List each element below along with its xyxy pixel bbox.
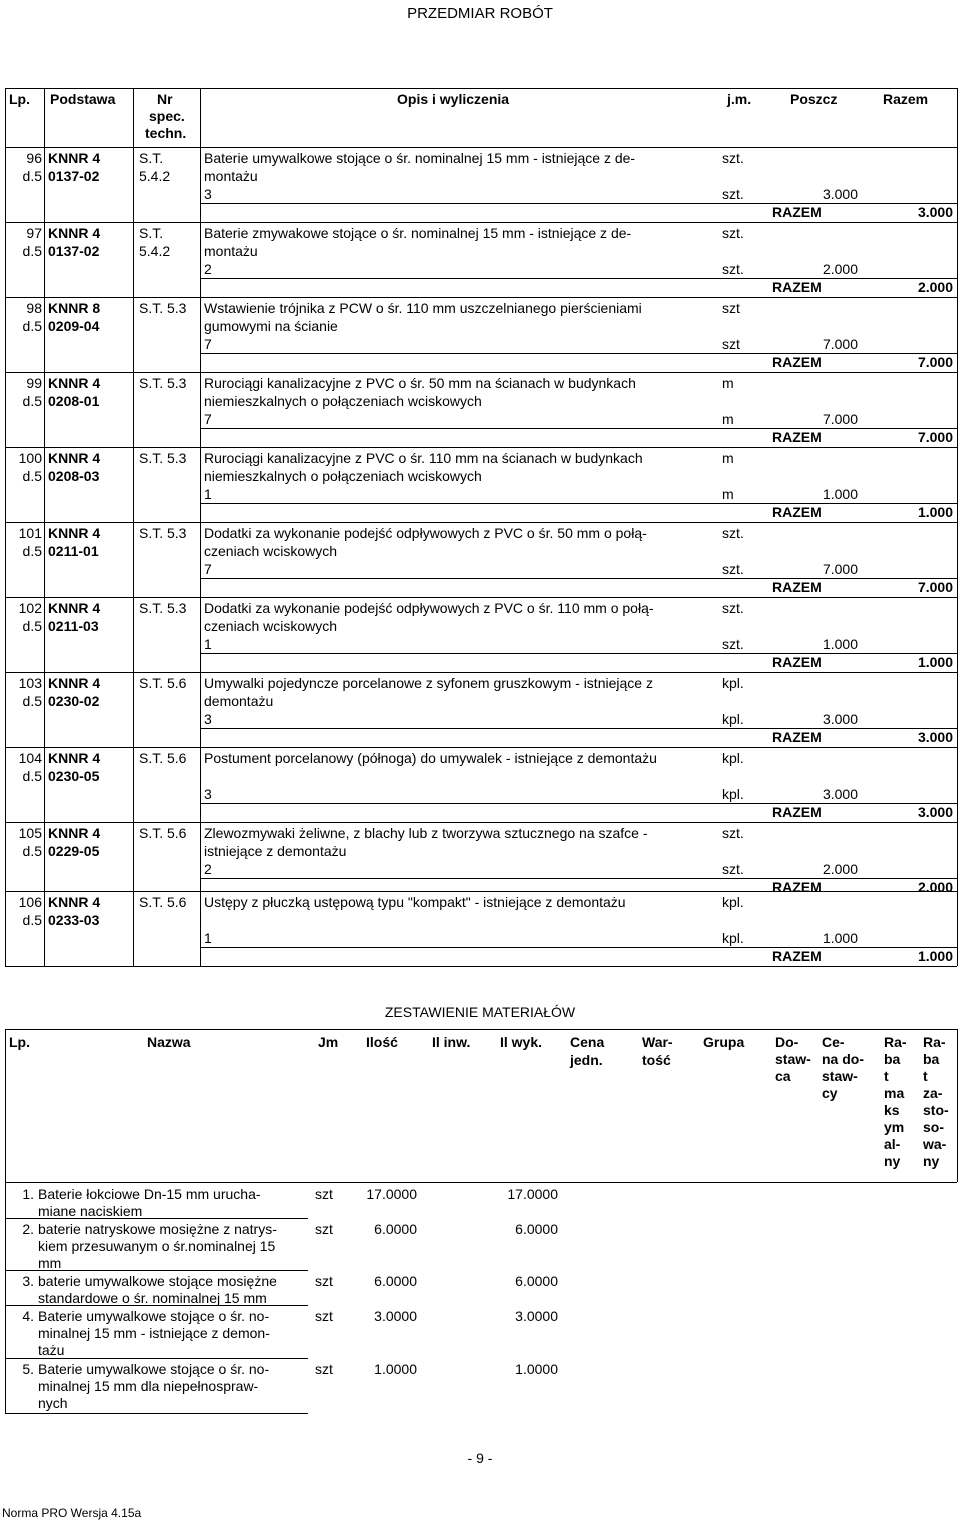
- material-name: minalnej 15 mm - istniejące z demon-: [38, 1325, 270, 1341]
- razem-separator: [200, 503, 957, 504]
- item-jm: szt.: [722, 600, 744, 616]
- material-name: baterie natryskowe mosiężne z natrys-: [38, 1221, 277, 1237]
- item-jm: kpl.: [722, 675, 744, 691]
- razem-separator: [200, 728, 957, 729]
- razem-separator: [200, 353, 957, 354]
- item-jm: m: [722, 375, 734, 391]
- item-desc-1: Baterie zmywakowe stojące o śr. nominalnej 15 mm - istniejące z de-: [204, 225, 632, 241]
- item-lp: 100: [18, 450, 42, 466]
- zest-header-rabat-zast: ny: [923, 1153, 940, 1169]
- zest-border-top: [5, 1029, 957, 1030]
- zest-header-lp: Lp.: [9, 1034, 30, 1050]
- zest-header-bottom: [5, 1182, 957, 1183]
- item-qty-jm: m: [722, 411, 734, 427]
- item-spec: S.T. 5.3: [139, 525, 187, 541]
- material-ilosc: 3.0000: [374, 1308, 417, 1324]
- zest-header-rabat-max: ym: [884, 1119, 905, 1135]
- razem-separator: [200, 878, 957, 879]
- material-jm: szt: [315, 1308, 333, 1324]
- item-separator: [5, 447, 957, 448]
- item-desc-1: Dodatki za wykonanie podejść odpływowych z PVC o śr. 50 mm o połą-: [204, 525, 647, 541]
- header-nr-spec-2: spec.: [149, 108, 185, 124]
- zest-header-rabat-max: ba: [884, 1051, 901, 1067]
- razem-separator: [200, 278, 957, 279]
- item-qty: 7: [204, 336, 212, 352]
- zest-border-right: [957, 1029, 958, 1182]
- item-razem-value: 7.000: [917, 354, 953, 370]
- item-pod-knnr: KNNR 4: [48, 225, 101, 241]
- item-qty-jm: kpl.: [722, 786, 744, 802]
- item-pod-d: d.5: [22, 618, 42, 634]
- zest-header-grupa: Grupa: [703, 1034, 745, 1050]
- material-name: kiem przesuwanym o śr.nominalnej 15: [38, 1238, 276, 1254]
- item-pod-d: d.5: [22, 543, 42, 559]
- item-pod-knnr: KNNR 4: [48, 375, 101, 391]
- item-qty-jm: szt.: [722, 636, 744, 652]
- page-number: - 9 -: [467, 1450, 493, 1466]
- material-separator: [5, 1218, 308, 1219]
- item-poszcz: 7.000: [822, 411, 858, 427]
- table-column-line: [200, 88, 201, 966]
- item-lp: 103: [18, 675, 42, 691]
- razem-separator: [200, 653, 957, 654]
- item-pod-knnr: KNNR 4: [48, 825, 101, 841]
- material-name: tażu: [38, 1342, 65, 1358]
- item-razem-label: RAZEM: [772, 429, 822, 445]
- material-name: Baterie umywalkowe stojące o śr. no-: [38, 1361, 270, 1377]
- item-qty-jm: szt: [722, 336, 740, 352]
- item-razem-value: 7.000: [917, 429, 953, 445]
- item-qty: 1: [204, 930, 212, 946]
- item-qty: 3: [204, 786, 212, 802]
- item-razem-value: 1.000: [917, 504, 953, 520]
- zest-header-il-inw: Il inw.: [432, 1034, 471, 1050]
- item-jm: kpl.: [722, 750, 744, 766]
- item-spec: S.T.: [139, 225, 164, 241]
- item-qty: 7: [204, 411, 212, 427]
- item-separator: [5, 597, 957, 598]
- item-pod-code: 0230-05: [48, 768, 100, 784]
- razem-separator: [200, 428, 957, 429]
- item-lp: 101: [18, 525, 42, 541]
- item-pod-knnr: KNNR 4: [48, 525, 101, 541]
- item-jm: szt.: [722, 150, 744, 166]
- item-spec: S.T. 5.6: [139, 825, 187, 841]
- item-desc-1: Ustępy z płuczką ustępową typu "kompakt" - istniejące z demontażu: [204, 894, 626, 910]
- zest-header-nazwa: Nazwa: [147, 1034, 191, 1050]
- item-separator: [5, 522, 957, 523]
- item-desc-1: Zlewozmywaki żeliwne, z blachy lub z tworzywa sztucznego na szafce -: [204, 825, 648, 841]
- material-name: standardowe o śr. nominalnej 15 mm: [38, 1290, 267, 1306]
- material-il-wyk: 3.0000: [515, 1308, 558, 1324]
- item-poszcz: 1.000: [822, 636, 858, 652]
- zest-header-cena-dost: na do-: [822, 1051, 864, 1067]
- item-pod-code: 0211-03: [48, 618, 99, 634]
- zest-header-cena-dost: Ce-: [822, 1034, 845, 1050]
- material-ilosc: 6.0000: [374, 1221, 417, 1237]
- item-pod-code: 0137-02: [48, 243, 100, 259]
- material-lp: 1.: [22, 1186, 34, 1202]
- item-qty-jm: szt.: [722, 561, 744, 577]
- material-name: mm: [38, 1255, 62, 1271]
- item-pod-code: 0233-03: [48, 912, 100, 928]
- item-pod-code: 0229-05: [48, 843, 100, 859]
- item-jm: szt.: [722, 225, 744, 241]
- material-il-wyk: 6.0000: [515, 1273, 558, 1289]
- zest-header-jm: Jm: [318, 1034, 339, 1050]
- material-jm: szt: [315, 1186, 333, 1202]
- zest-header-dostawca: Do-: [775, 1034, 799, 1050]
- item-qty: 1: [204, 486, 212, 502]
- item-razem-label: RAZEM: [772, 948, 822, 964]
- zest-header-rabat-max: ks: [884, 1102, 900, 1118]
- item-separator: [5, 891, 957, 892]
- zest-header-cena-2: jedn.: [570, 1052, 603, 1068]
- material-il-wyk: 17.0000: [507, 1186, 558, 1202]
- item-pod-code: 0208-01: [48, 393, 100, 409]
- item-pod-d: d.5: [22, 243, 42, 259]
- material-lp: 5.: [22, 1361, 34, 1377]
- item-razem-value: 7.000: [917, 579, 953, 595]
- zest-header-cena-dost: staw-: [822, 1068, 858, 1084]
- table-column-line: [133, 88, 134, 966]
- material-name: baterie umywalkowe stojące mosiężne: [38, 1273, 277, 1289]
- item-qty-jm: szt.: [722, 861, 744, 877]
- footer-version: Norma PRO Wersja 4.15a: [2, 1506, 142, 1520]
- item-razem-label: RAZEM: [772, 204, 822, 220]
- zest-header-rabat-zast: wa-: [923, 1136, 947, 1152]
- item-spec: S.T.: [139, 150, 164, 166]
- zest-header-rabat-max: t: [884, 1068, 889, 1084]
- zest-header-rabat-zast: za-: [923, 1085, 943, 1101]
- item-spec: S.T. 5.6: [139, 894, 187, 910]
- item-pod-knnr: KNNR 4: [48, 675, 101, 691]
- item-razem-value: 1.000: [917, 948, 953, 964]
- material-name: nych: [38, 1395, 68, 1411]
- item-qty: 1: [204, 636, 212, 652]
- item-poszcz: 2.000: [822, 861, 858, 877]
- item-pod-knnr: KNNR 4: [48, 150, 101, 166]
- item-razem-label: RAZEM: [772, 729, 822, 745]
- item-spec: S.T. 5.6: [139, 750, 187, 766]
- material-name: miane naciskiem: [38, 1203, 143, 1219]
- item-desc-2: czeniach wciskowych: [204, 543, 338, 559]
- material-ilosc: 6.0000: [374, 1273, 417, 1289]
- item-razem-label: RAZEM: [772, 804, 822, 820]
- header-lp: Lp.: [9, 91, 30, 107]
- item-razem-value: 1.000: [917, 654, 953, 670]
- zest-header-wartosc-1: War-: [642, 1034, 673, 1050]
- zest-header-dostawca: staw-: [775, 1051, 811, 1067]
- razem-separator: [200, 947, 957, 948]
- item-pod-code: 0137-02: [48, 168, 100, 184]
- item-pod-d: d.5: [22, 693, 42, 709]
- header-bottom-line: [5, 147, 957, 148]
- item-razem-value: 3.000: [917, 204, 953, 220]
- zest-header-rabat-zast: so-: [923, 1119, 944, 1135]
- item-desc-2: niemieszkalnych o połączeniach wciskowych: [204, 393, 482, 409]
- razem-separator: [200, 578, 957, 579]
- material-ilosc: 17.0000: [366, 1186, 417, 1202]
- item-lp: 105: [18, 825, 42, 841]
- material-ilosc: 1.0000: [374, 1361, 417, 1377]
- zest-header-rabat-zast: t: [923, 1068, 928, 1084]
- item-desc-2: montażu: [204, 168, 258, 184]
- item-spec-2: 5.4.2: [139, 243, 171, 259]
- zest-header-rabat-max: Ra-: [884, 1034, 907, 1050]
- item-qty: 7: [204, 561, 212, 577]
- item-poszcz: 3.000: [822, 786, 858, 802]
- item-poszcz: 1.000: [822, 486, 858, 502]
- item-desc-1: Rurociągi kanalizacyjne z PVC o śr. 110 mm na ścianach w budynkach: [204, 450, 643, 466]
- table-column-line: [44, 88, 45, 966]
- item-lp: 98: [26, 300, 42, 316]
- header-podstawa: Podstawa: [50, 91, 116, 107]
- item-lp: 102: [18, 600, 42, 616]
- item-spec-2: 5.4.2: [139, 168, 171, 184]
- item-separator: [5, 747, 957, 748]
- item-jm: szt.: [722, 525, 744, 541]
- zest-header-dostawca: ca: [775, 1068, 791, 1084]
- item-pod-knnr: KNNR 4: [48, 600, 101, 616]
- item-razem-label: RAZEM: [772, 279, 822, 295]
- item-poszcz: 1.000: [822, 930, 858, 946]
- page-title: PRZEDMIAR ROBÓT: [407, 5, 553, 22]
- item-lp: 99: [26, 375, 42, 391]
- item-separator: [5, 222, 957, 223]
- item-pod-knnr: KNNR 4: [48, 894, 101, 910]
- material-name: minalnej 15 mm dla niepełnospraw-: [38, 1378, 259, 1394]
- item-pod-knnr: KNNR 8: [48, 300, 101, 316]
- razem-separator: [200, 203, 957, 204]
- material-lp: 3.: [22, 1273, 34, 1289]
- table-border-top: [5, 88, 957, 89]
- material-name: Baterie umywalkowe stojące o śr. no-: [38, 1308, 270, 1324]
- item-razem-label: RAZEM: [772, 579, 822, 595]
- item-desc-2: gumowymi na ścianie: [204, 318, 338, 334]
- zest-header-rabat-zast: sto-: [923, 1102, 949, 1118]
- item-spec: S.T. 5.3: [139, 600, 187, 616]
- zest-header-rabat-zast: ba: [923, 1051, 940, 1067]
- item-pod-d: d.5: [22, 468, 42, 484]
- item-razem-value: 3.000: [917, 729, 953, 745]
- item-razem-value: 2.000: [917, 279, 953, 295]
- header-jm: j.m.: [727, 91, 752, 107]
- item-lp: 104: [18, 750, 42, 766]
- item-qty-jm: szt.: [722, 261, 744, 277]
- material-lp: 2.: [22, 1221, 34, 1237]
- item-razem-label: RAZEM: [772, 654, 822, 670]
- zest-header-rabat-max: ny: [884, 1153, 901, 1169]
- item-pod-knnr: KNNR 4: [48, 450, 101, 466]
- item-razem-label: RAZEM: [772, 504, 822, 520]
- zest-header-cena-1: Cena: [570, 1034, 605, 1050]
- material-separator: [5, 1305, 308, 1306]
- item-qty: 3: [204, 711, 212, 727]
- zest-header-rabat-max: al-: [884, 1136, 901, 1152]
- item-pod-code: 0230-02: [48, 693, 100, 709]
- item-jm: szt.: [722, 825, 744, 841]
- item-pod-d: d.5: [22, 768, 42, 784]
- item-desc-2: demontażu: [204, 693, 274, 709]
- item-qty: 2: [204, 861, 212, 877]
- item-jm: m: [722, 450, 734, 466]
- item-spec: S.T. 5.6: [139, 675, 187, 691]
- item-separator: [5, 297, 957, 298]
- header-opis: Opis i wyliczenia: [397, 91, 510, 107]
- item-pod-code: 0209-04: [48, 318, 100, 334]
- item-pod-d: d.5: [22, 168, 42, 184]
- item-jm: kpl.: [722, 894, 744, 910]
- material-name: Baterie łokciowe Dn-15 mm urucha-: [38, 1186, 261, 1202]
- item-qty: 2: [204, 261, 212, 277]
- item-poszcz: 7.000: [822, 561, 858, 577]
- zest-header-cena-dost: cy: [822, 1085, 838, 1101]
- item-pod-code: 0211-01: [48, 543, 99, 559]
- item-desc-2: niemieszkalnych o połączeniach wciskowych: [204, 468, 482, 484]
- material-separator: [5, 1270, 308, 1271]
- item-desc-2: montażu: [204, 243, 258, 259]
- item-razem-label: RAZEM: [772, 354, 822, 370]
- razem-separator: [200, 803, 957, 804]
- table-column-line: [957, 88, 958, 966]
- item-spec: S.T. 5.3: [139, 450, 187, 466]
- material-jm: szt: [315, 1221, 333, 1237]
- zest-border-left: [5, 1029, 6, 1413]
- item-desc-1: Umywalki pojedyncze porcelanowe z syfonem gruszkowym - istniejące z: [204, 675, 653, 691]
- item-desc-2: istniejące z demontażu: [204, 843, 347, 859]
- item-jm: szt: [722, 300, 740, 316]
- item-spec: S.T. 5.3: [139, 375, 187, 391]
- material-jm: szt: [315, 1273, 333, 1289]
- item-pod-knnr: KNNR 4: [48, 750, 101, 766]
- item-qty-jm: m: [722, 486, 734, 502]
- material-jm: szt: [315, 1361, 333, 1377]
- item-desc-1: Postument porcelanowy (półnoga) do umywalek - istniejące z demontażu: [204, 750, 657, 766]
- material-separator: [5, 1413, 308, 1414]
- item-desc-2: czeniach wciskowych: [204, 618, 338, 634]
- material-il-wyk: 6.0000: [515, 1221, 558, 1237]
- material-il-wyk: 1.0000: [515, 1361, 558, 1377]
- item-separator: [5, 372, 957, 373]
- item-separator: [5, 672, 957, 673]
- header-nr-spec-1: Nr: [157, 91, 173, 107]
- zest-header-ilosc: Ilość: [366, 1034, 398, 1050]
- item-desc-1: Rurociągi kanalizacyjne z PVC o śr. 50 mm na ścianach w budynkach: [204, 375, 636, 391]
- zest-header-il-wyk: Il wyk.: [500, 1034, 543, 1050]
- item-desc-1: Wstawienie trójnika z PCW o śr. 110 mm uszczelnianego pierścieniami: [204, 300, 642, 316]
- item-qty-jm: szt.: [722, 186, 744, 202]
- item-poszcz: 3.000: [822, 186, 858, 202]
- header-razem: Razem: [883, 91, 929, 107]
- zestawienie-title: ZESTAWIENIE MATERIAŁÓW: [384, 1004, 576, 1020]
- item-lp: 106: [18, 894, 42, 910]
- item-pod-d: d.5: [22, 393, 42, 409]
- item-poszcz: 7.000: [822, 336, 858, 352]
- zest-header-rabat-max: ma: [884, 1085, 905, 1101]
- item-pod-d: d.5: [22, 912, 42, 928]
- item-qty-jm: kpl.: [722, 930, 744, 946]
- zest-header-rabat-zast: Ra-: [923, 1034, 946, 1050]
- material-separator: [5, 1358, 308, 1359]
- item-pod-d: d.5: [22, 843, 42, 859]
- item-desc-1: Dodatki za wykonanie podejść odpływowych z PVC o śr. 110 mm o połą-: [204, 600, 654, 616]
- zest-header-wartosc-2: tość: [642, 1052, 671, 1068]
- material-lp: 4.: [22, 1308, 34, 1324]
- item-pod-code: 0208-03: [48, 468, 100, 484]
- item-desc-1: Baterie umywalkowe stojące o śr. nominalnej 15 mm - istniejące z de-: [204, 150, 636, 166]
- table-column-line: [5, 88, 6, 966]
- table-border-bottom: [5, 966, 957, 967]
- item-qty: 3: [204, 186, 212, 202]
- item-razem-value: 2.000: [917, 879, 953, 895]
- item-razem-value: 3.000: [917, 804, 953, 820]
- item-poszcz: 2.000: [822, 261, 858, 277]
- item-spec: S.T. 5.3: [139, 300, 187, 316]
- item-razem-label: RAZEM: [772, 879, 822, 895]
- item-qty-jm: kpl.: [722, 711, 744, 727]
- item-lp: 96: [26, 150, 42, 166]
- header-poszcz: Poszcz: [790, 91, 838, 107]
- item-pod-d: d.5: [22, 318, 42, 334]
- item-separator: [5, 822, 957, 823]
- item-lp: 97: [26, 225, 42, 241]
- item-poszcz: 3.000: [822, 711, 858, 727]
- header-nr-spec-3: techn.: [145, 125, 187, 141]
